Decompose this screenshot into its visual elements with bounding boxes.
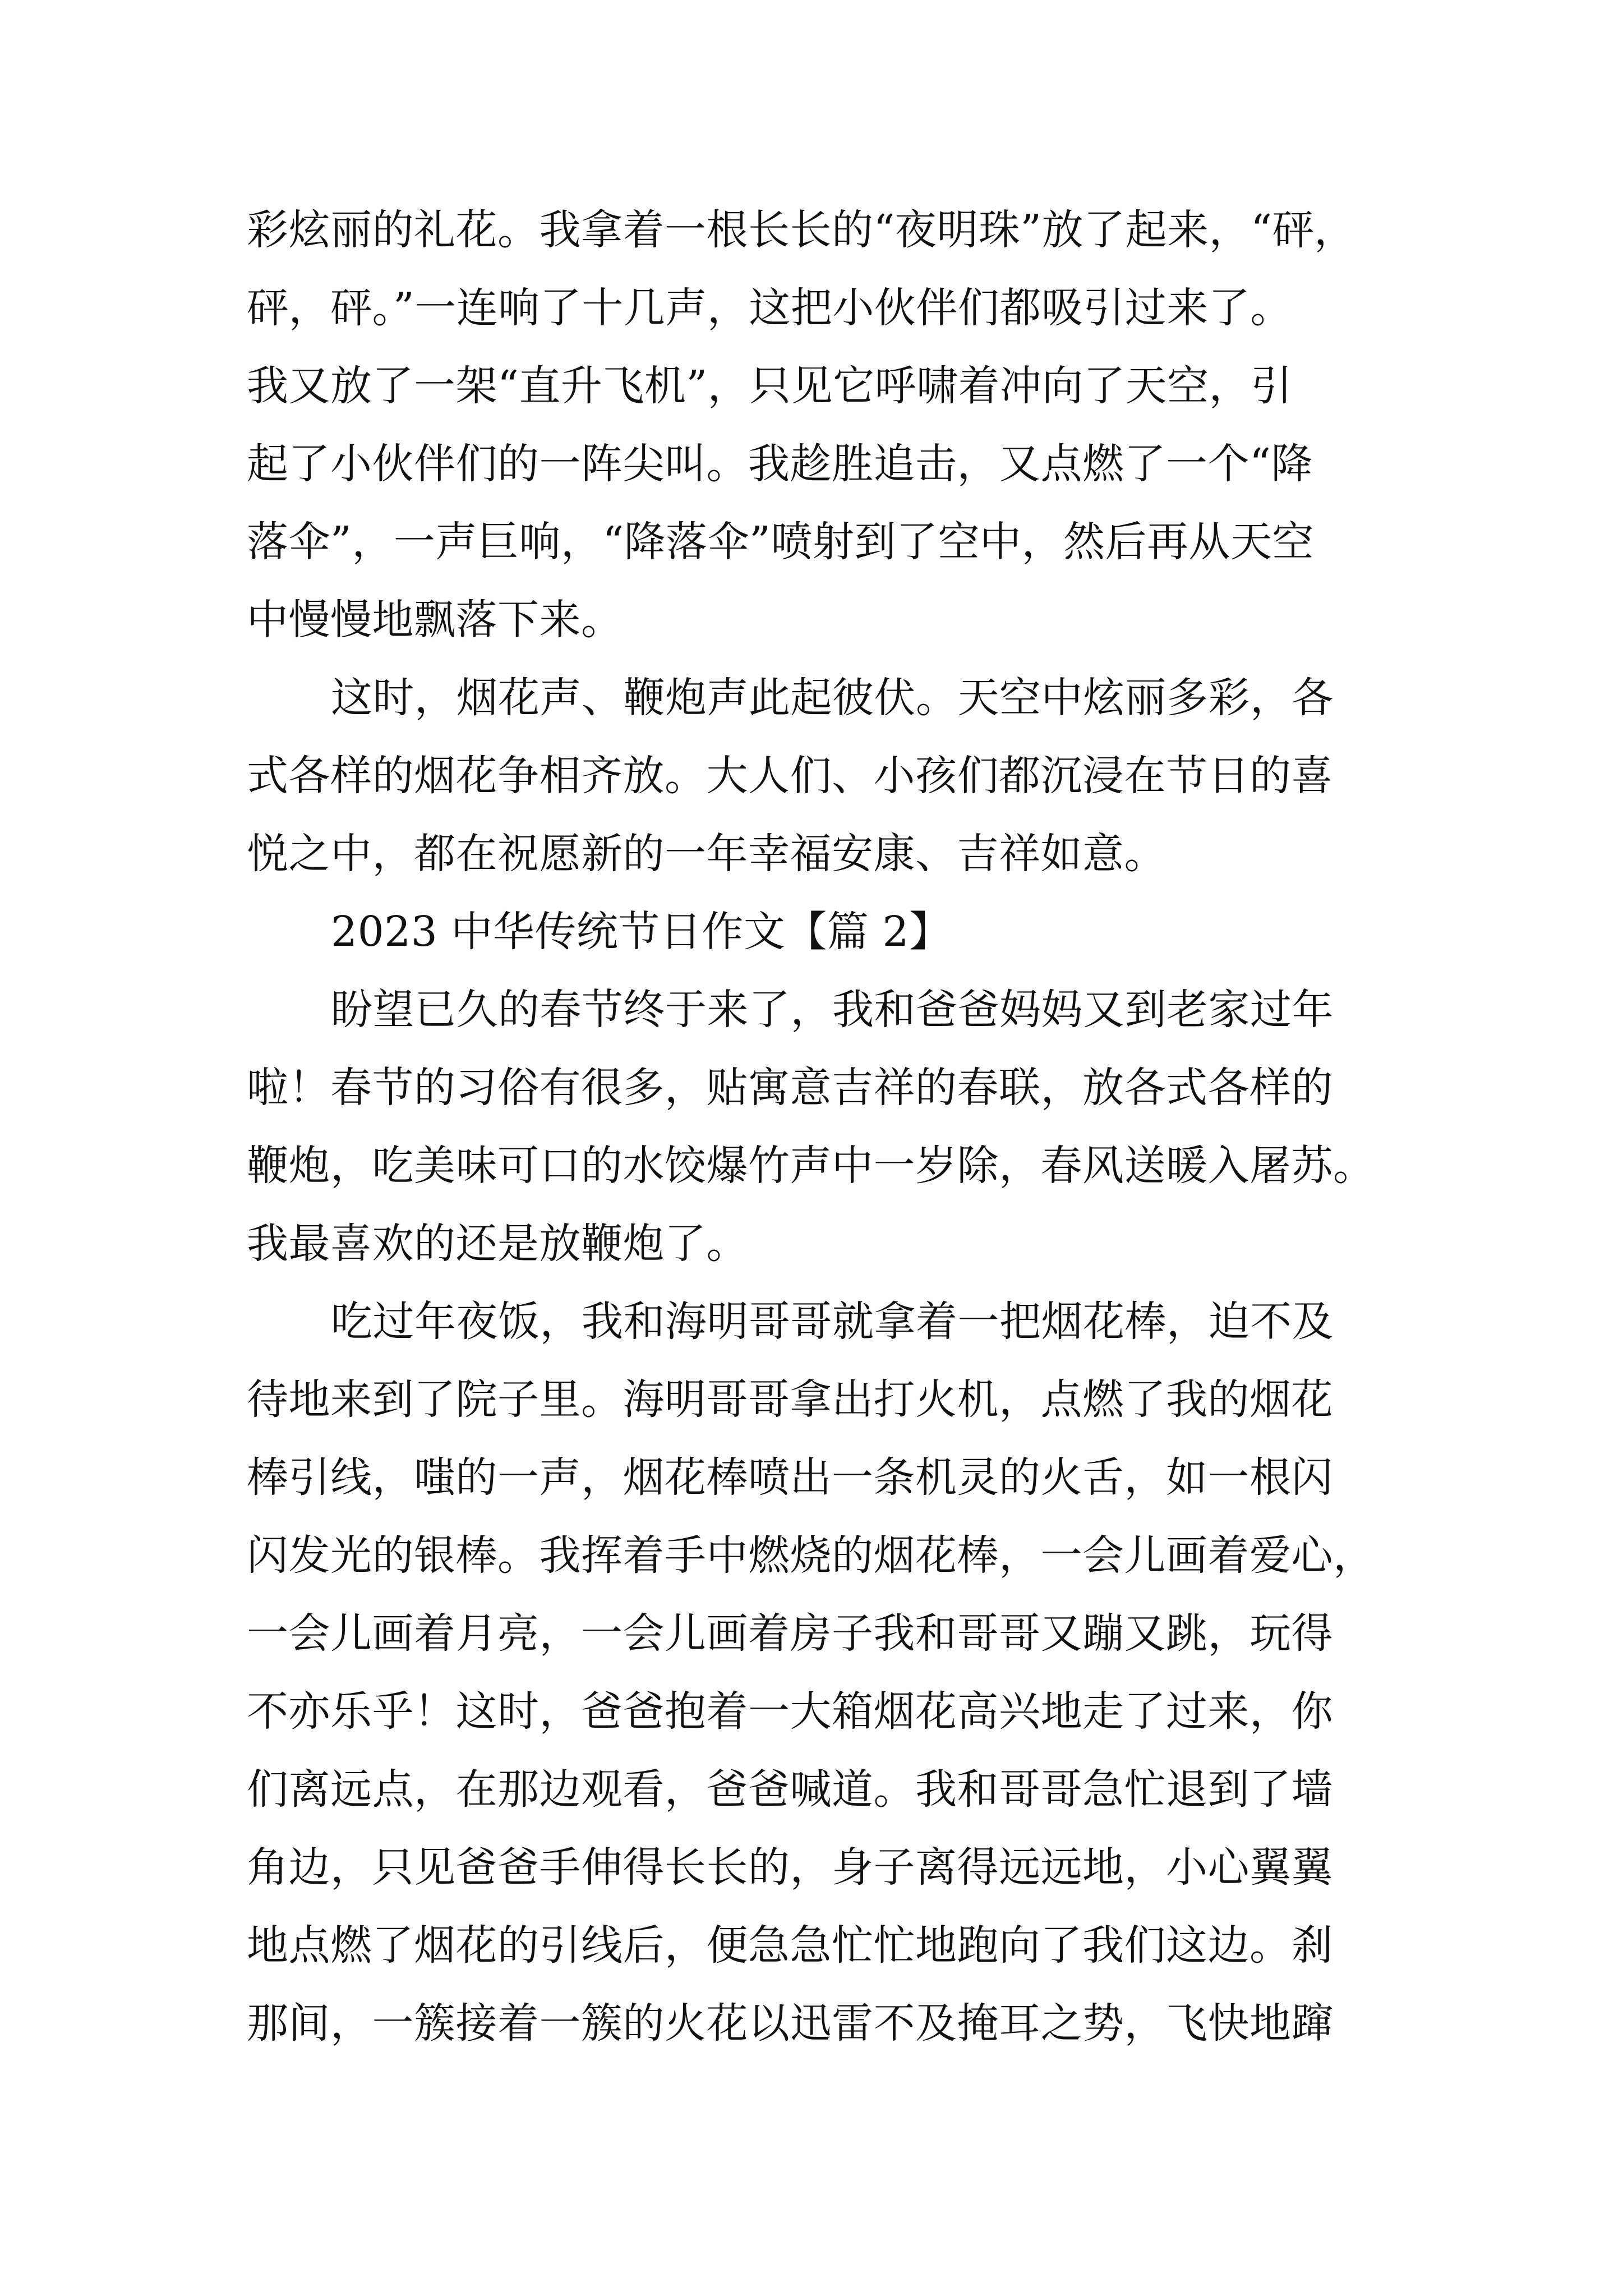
text-line: 砰，砰。”一连响了十几声，这把小伙伴们都吸引过来了。 bbox=[247, 284, 1292, 332]
section-heading: 2023 中华传统节日作文【篇 2】 bbox=[331, 908, 951, 956]
text-line: 待地来到了院子里。海明哥哥拿出打火机，点燃了我的烟花 bbox=[247, 1375, 1333, 1424]
text-line: 那间，一簇接着一簇的火花以迅雷不及掩耳之势，飞快地蹿 bbox=[247, 1999, 1333, 2047]
text-line: 悦之中，都在祝愿新的一年幸福安康、吉祥如意。 bbox=[247, 830, 1166, 878]
paragraph-start: 吃过年夜饭，我和海明哥哥就拿着一把烟花棒，迫不及 bbox=[331, 1297, 1334, 1346]
text-line: 闪发光的银棒。我挥着手中燃烧的烟花棒，一会儿画着爱心， bbox=[247, 1531, 1375, 1580]
text-line: 一会儿画着月亮，一会儿画着房子我和哥哥又蹦又跳，玩得 bbox=[247, 1609, 1333, 1658]
text-line: 棒引线，嗤的一声，烟花棒喷出一条机灵的火舌，如一根闪 bbox=[247, 1453, 1333, 1502]
text-line: 啦！春节的习俗有很多，贴寓意吉祥的春联，放各式各样的 bbox=[247, 1064, 1333, 1112]
text-line: 彩炫丽的礼花。我拿着一根长长的“夜明珠”放了起来，“砰， bbox=[247, 206, 1356, 254]
text-line: 我最喜欢的还是放鞭炮了。 bbox=[247, 1220, 748, 1268]
paragraph-start: 这时，烟花声、鞭炮声此起彼伏。天空中炫丽多彩，各 bbox=[331, 674, 1334, 722]
text-line: 我又放了一架“直升飞机”，只见它呼啸着冲向了天空，引 bbox=[247, 362, 1293, 410]
text-line: 不亦乐乎！这时，爸爸抱着一大箱烟花高兴地走了过来，你 bbox=[247, 1687, 1333, 1736]
text-line: 地点燃了烟花的引线后，便急急忙忙地跑向了我们这边。刹 bbox=[247, 1921, 1333, 1970]
text-line: 起了小伙伴们的一阵尖叫。我趁胜追击，又点燃了一个“降 bbox=[247, 440, 1313, 488]
text-line: 角边，只见爸爸手伸得长长的，身子离得远远地，小心翼翼 bbox=[247, 1843, 1333, 1892]
text-line: 落伞”，一声巨响，“降落伞”喷射到了空中，然后再从天空 bbox=[247, 518, 1314, 566]
text-line: 式各样的烟花争相齐放。大人们、小孩们都沉浸在节日的喜 bbox=[247, 752, 1333, 800]
text-line: 中慢慢地飘落下来。 bbox=[247, 596, 623, 644]
text-line: 们离远点，在那边观看，爸爸喊道。我和哥哥急忙退到了墙 bbox=[247, 1765, 1333, 1814]
paragraph-start: 盼望已久的春节终于来了，我和爸爸妈妈又到老家过年 bbox=[331, 986, 1334, 1034]
text-line: 鞭炮，吃美味可口的水饺爆竹声中一岁除，春风送暖入屠苏。 bbox=[247, 1142, 1375, 1190]
